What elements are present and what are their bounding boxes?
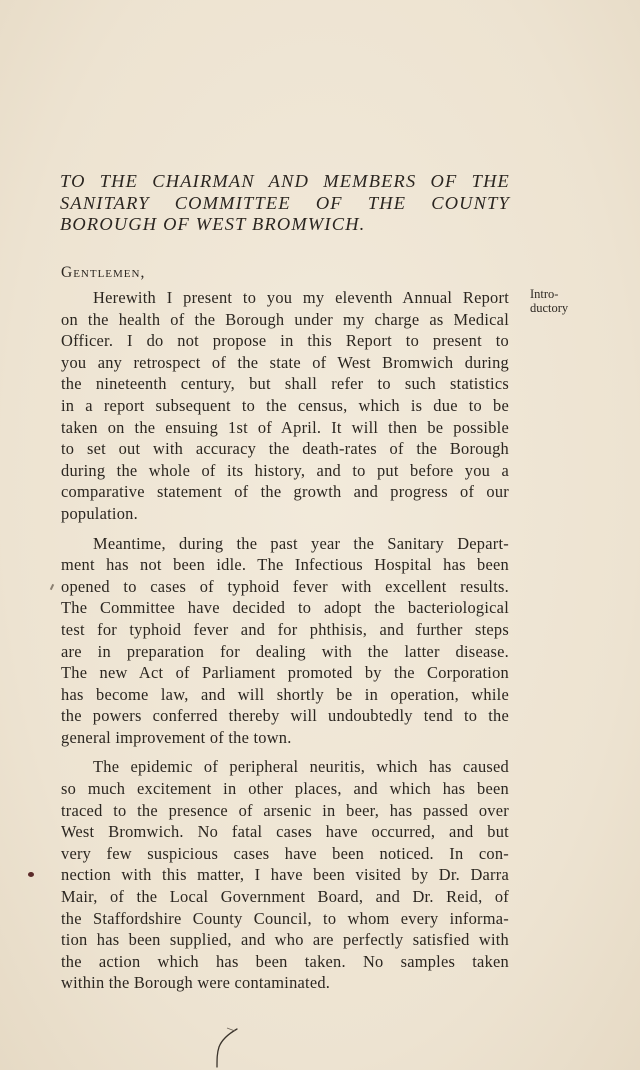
text-line: tion has been supplied, and who are perfectly satisfied with <box>61 930 509 950</box>
text-line: population. <box>61 503 138 523</box>
text-line: the Staffordshire County Council, to whom every informa- <box>61 908 509 928</box>
text-line: comparative statement of the growth and progress of our <box>61 482 509 502</box>
text-line: The Committee have decided to adopt the bacteriological <box>61 598 509 618</box>
text-line: Herewith I present to you my eleventh Annual Report <box>93 288 509 307</box>
text-line: Officer. I do not propose in this Report to present to <box>61 331 509 351</box>
text-line: nection with this matter, I have been visited by Dr. Darra <box>61 865 509 885</box>
report-heading <box>60 171 510 236</box>
text-line: has become law, and will shortly be in operation, while <box>61 684 509 704</box>
text-line: taken on the ensuing 1st of April. It will then be possible <box>61 417 509 437</box>
text-line: to set out with accuracy the death-rates of the Borough <box>61 439 509 459</box>
text-line: traced to the presence of arsenic in beer, has passed over <box>61 800 509 820</box>
margin-note-line: ductory <box>530 301 569 315</box>
text-line: ment has not been idle. The Infectious Hospital has been <box>61 555 509 575</box>
text-line: on the health of the Borough under my charge as Medical <box>61 309 509 329</box>
pen-stroke-mark <box>205 1025 245 1070</box>
heading-line: BOROUGH OF WEST BROMWICH. <box>60 214 366 234</box>
text-line: the powers conferred thereby will undoubtedly tend to the <box>61 706 509 726</box>
ink-tick-mark <box>50 584 54 590</box>
text-line: very few suspicious cases have been noticed. In con- <box>61 843 509 863</box>
heading-line: TO THE CHAIRMAN AND MEMBERS OF THE <box>60 171 510 191</box>
text-line: The new Act of Parliament promoted by the Corporation <box>61 663 509 683</box>
text-line: the nineteenth century, but shall refer to such statistics <box>61 374 509 394</box>
paragraph-1 <box>61 287 509 525</box>
paragraph-3 <box>61 756 509 994</box>
text-line: during the whole of its history, and to put before you a <box>61 460 509 480</box>
heading-line: SANITARY COMMITTEE OF THE COUNTY <box>60 192 510 213</box>
text-line: within the Borough were contaminated. <box>61 973 331 993</box>
text-line: in a report subsequent to the census, which is due to be <box>61 395 509 415</box>
text-line: opened to cases of typhoid fever with excellent results. <box>61 576 509 596</box>
text-line: The epidemic of peripheral neuritis, which has caused <box>93 757 509 777</box>
report-body <box>61 287 509 1002</box>
salutation: Gentlemen, <box>61 264 146 281</box>
paragraph-2 <box>61 533 509 749</box>
ink-dot-mark <box>28 872 34 877</box>
text-line: test for typhoid fever and for phthisis, and further steps <box>61 619 509 639</box>
text-line: general improvement of the town. <box>61 727 292 747</box>
text-line: Meantime, during the past year the Sanitary Depart- <box>93 533 509 553</box>
text-line: you any retrospect of the state of West Bromwich during <box>61 352 509 372</box>
text-line: the action which has been taken. No samples taken <box>61 951 509 971</box>
text-line: West Bromwich. No fatal cases have occurred, and but <box>61 822 509 842</box>
margin-note <box>530 287 568 315</box>
text-line: Mair, of the Local Government Board, and Dr. Reid, of <box>61 887 509 907</box>
text-line: so much excitement in other places, and which has been <box>61 779 509 799</box>
margin-note-line: Intro- <box>530 287 559 301</box>
text-line: are in preparation for dealing with the latter disease. <box>61 641 509 661</box>
